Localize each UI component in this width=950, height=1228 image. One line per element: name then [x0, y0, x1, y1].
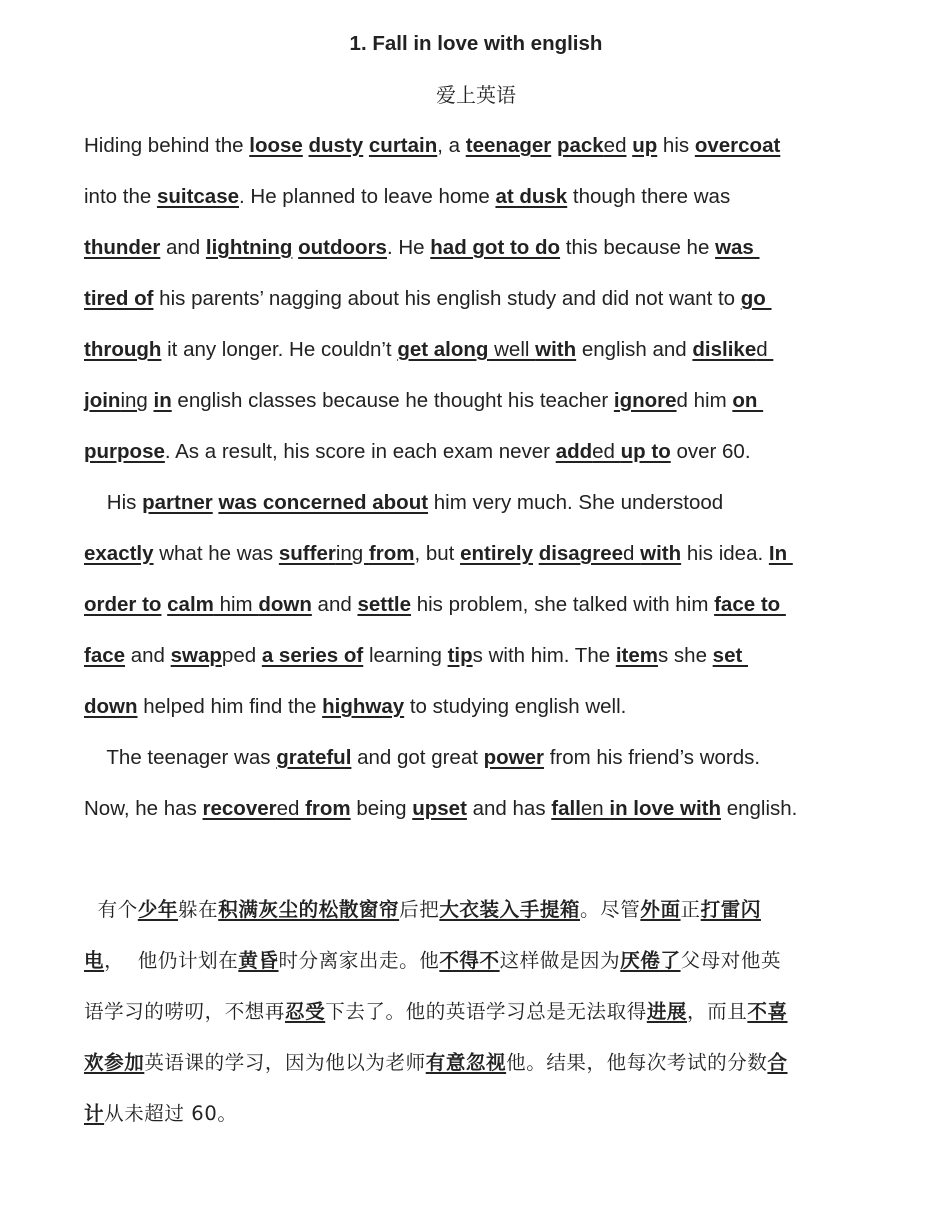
vocab-phrase: 不喜	[747, 1000, 788, 1023]
english-line	[84, 439, 751, 465]
vocab-phrase: suffer	[278, 542, 336, 565]
document-subtitle: 爱上英语	[436, 83, 516, 107]
text-run: 这样做是因为	[499, 949, 621, 972]
text-run: this because he	[560, 236, 716, 259]
vocab-phrase: entirely	[460, 542, 533, 565]
vocab-phrase: was	[715, 236, 760, 259]
vocab-phrase: with	[640, 542, 682, 565]
vocab-phrase: up	[632, 134, 658, 157]
vocab-phrase: go	[740, 287, 772, 310]
text-run: and	[311, 593, 358, 616]
vocab-phrase: upset	[412, 797, 467, 820]
vocab-phrase: thunder	[84, 236, 161, 259]
text-run: his problem, she talked with him	[411, 593, 715, 616]
text-run: 正	[680, 898, 701, 921]
vocab-phrase: In	[768, 542, 793, 565]
text-run: 躲在	[178, 898, 219, 921]
text-run: english classes because he thought his teacher	[171, 389, 614, 412]
vocab-phrase: from	[305, 797, 351, 820]
vocab-phrase: tip	[447, 644, 473, 667]
vocab-phrase: from	[368, 542, 415, 565]
text-run: his parents’ nagging about his english study and did not want to	[153, 287, 741, 310]
text-run: s with him. The	[472, 644, 616, 667]
vocab-phrase: get along	[397, 338, 489, 361]
vocab-phrase: 合	[767, 1051, 788, 1074]
chinese-line	[84, 1101, 237, 1127]
vocab-phrase: settle	[357, 593, 412, 616]
vocab-phrase: 进展	[646, 1000, 688, 1023]
text-run: His	[84, 491, 143, 514]
vocab-phrase: power	[483, 746, 544, 769]
vocab-phrase: 有意忽视	[425, 1051, 507, 1074]
text-run: and has	[466, 797, 552, 820]
text-run: . As a result, his score in each exam never	[164, 440, 556, 463]
english-line	[84, 694, 626, 720]
text-run: learning	[363, 644, 448, 667]
vocab-phrase: 打雷闪	[700, 898, 761, 921]
vocab-phrase: 少年	[137, 898, 179, 921]
text-run: Now, he has	[84, 797, 203, 820]
english-line	[84, 745, 760, 771]
vocab-phrase: up to	[620, 440, 671, 463]
text-run: d him	[676, 389, 733, 412]
vocab-phrase: ing	[120, 389, 148, 412]
text-run: 有个	[84, 898, 138, 921]
english-line	[84, 388, 763, 414]
text-run: 时分离家出走。他	[278, 949, 440, 972]
vocab-phrase: 电	[84, 949, 105, 972]
english-line	[84, 592, 786, 618]
document-title: 1. Fall in love with english	[349, 32, 603, 55]
vocab-phrase: d	[623, 542, 641, 565]
vocab-phrase: dislike	[692, 338, 757, 361]
text-run: what he was	[153, 542, 279, 565]
vocab-phrase: disagree	[538, 542, 624, 565]
text-run: ，而且	[687, 1000, 748, 1023]
english-line	[84, 541, 793, 567]
vocab-phrase: well	[488, 338, 536, 361]
vocab-phrase: overcoat	[694, 134, 781, 157]
chinese-line	[84, 948, 781, 974]
text-run: 从未超过 60。	[104, 1102, 238, 1125]
vocab-phrase: in	[153, 389, 172, 412]
vocab-phrase: calm	[167, 593, 214, 616]
text-run: Hiding behind the	[84, 134, 250, 157]
english-line	[84, 490, 723, 516]
vocab-phrase: swap	[170, 644, 222, 667]
english-line	[84, 235, 760, 261]
vocab-phrase: on	[732, 389, 764, 412]
vocab-phrase: item	[615, 644, 658, 667]
english-line	[84, 337, 773, 363]
text-run: being	[350, 797, 413, 820]
vocab-phrase: ed	[592, 440, 621, 463]
vocab-phrase: exactly	[84, 542, 154, 565]
chinese-line	[84, 1050, 788, 1076]
vocab-phrase: fall	[551, 797, 581, 820]
text-run: . He	[386, 236, 431, 259]
vocab-phrase: outdoors	[298, 236, 387, 259]
vocab-phrase: recover	[202, 797, 277, 820]
text-run: and	[160, 236, 206, 259]
text-run: 英语课的学习，因为他以为老师	[144, 1051, 426, 1074]
vocab-phrase: through	[84, 338, 162, 361]
english-line	[84, 184, 730, 210]
text-run: into the	[84, 185, 157, 208]
text-run: english and	[576, 338, 693, 361]
vocab-phrase: in love with	[609, 797, 722, 820]
vocab-phrase: pack	[556, 134, 604, 157]
vocab-phrase: add	[555, 440, 593, 463]
vocab-phrase: face to	[714, 593, 786, 616]
vocab-phrase: face	[84, 644, 126, 667]
text-run: to studying english well.	[404, 695, 627, 718]
vocab-phrase: tired of	[84, 287, 154, 310]
text-run: helped him find the	[137, 695, 323, 718]
vocab-phrase: partner	[142, 491, 213, 514]
vocab-phrase: at dusk	[495, 185, 568, 208]
vocab-phrase: 不得不	[439, 949, 500, 972]
text-run: 后把	[399, 898, 440, 921]
english-line	[84, 796, 797, 822]
chinese-line	[84, 897, 761, 923]
vocab-phrase: ed	[603, 134, 627, 157]
text-run: s she	[657, 644, 713, 667]
vocab-phrase: highway	[322, 695, 405, 718]
vocab-phrase: d	[756, 338, 774, 361]
vocab-phrase: with	[535, 338, 577, 361]
text-run: 他。结果，他每次考试的分数	[506, 1051, 768, 1074]
vocab-phrase: 外面	[640, 898, 681, 921]
text-run: his idea.	[681, 542, 769, 565]
vocab-phrase: lightning	[205, 236, 293, 259]
vocab-phrase: en	[580, 797, 610, 820]
text-run: ， 他仍计划在	[104, 949, 239, 972]
vocab-phrase: down	[258, 593, 312, 616]
text-run: english.	[721, 797, 798, 820]
vocab-phrase: dusty	[308, 134, 364, 157]
vocab-phrase: 欢参加	[84, 1051, 145, 1074]
text-run: . He planned to leave home	[239, 185, 496, 208]
text-run: 。尽管	[580, 898, 641, 921]
vocab-phrase: 黄昏	[238, 949, 279, 972]
text-run: over 60.	[670, 440, 751, 463]
vocab-phrase: suitcase	[156, 185, 240, 208]
vocab-phrase: set	[712, 644, 748, 667]
vocab-phrase: curtain	[368, 134, 438, 157]
english-line	[84, 133, 780, 159]
text-run: 父母对他英	[680, 949, 782, 972]
text-run: his	[657, 134, 695, 157]
vocab-phrase: 忍受	[285, 1000, 326, 1023]
vocab-phrase: join	[84, 389, 121, 412]
vocab-phrase: him	[213, 593, 259, 616]
english-line	[84, 286, 772, 312]
vocab-phrase: 积满灰尘的松散窗帘	[218, 898, 400, 921]
vocab-phrase: purpose	[84, 440, 165, 463]
vocab-phrase: 厌倦了	[620, 949, 681, 972]
text-run: The teenager was	[84, 746, 277, 769]
vocab-phrase: ing	[335, 542, 369, 565]
text-run: ped	[221, 644, 262, 667]
text-run: from his friend’s words.	[544, 746, 761, 769]
vocab-phrase: grateful	[276, 746, 352, 769]
vocab-phrase: ignore	[613, 389, 677, 412]
text-run: 语学习的唠叨，不想再	[84, 1000, 286, 1023]
vocab-phrase: loose	[249, 134, 303, 157]
vocab-phrase: 大衣装入手提箱	[439, 898, 581, 921]
english-line	[84, 643, 748, 669]
chinese-line	[84, 999, 788, 1025]
vocab-phrase: down	[84, 695, 138, 718]
vocab-phrase: had got to do	[430, 236, 561, 259]
vocab-phrase: 计	[84, 1102, 105, 1125]
text-run: though there was	[567, 185, 731, 208]
text-run: , but	[414, 542, 461, 565]
text-run: it any longer. He couldn’t	[161, 338, 398, 361]
text-run: 下去了。他的英语学习总是无法取得	[325, 1000, 647, 1023]
text-run: and	[125, 644, 171, 667]
vocab-phrase: teenager	[465, 134, 552, 157]
text-run: and got great	[351, 746, 484, 769]
vocab-phrase: order to	[84, 593, 162, 616]
text-run: , a	[437, 134, 466, 157]
vocab-phrase: a series of	[261, 644, 364, 667]
vocab-phrase: ed	[276, 797, 306, 820]
vocab-phrase: was concerned about	[218, 491, 429, 514]
text-run: him very much. She understood	[428, 491, 724, 514]
